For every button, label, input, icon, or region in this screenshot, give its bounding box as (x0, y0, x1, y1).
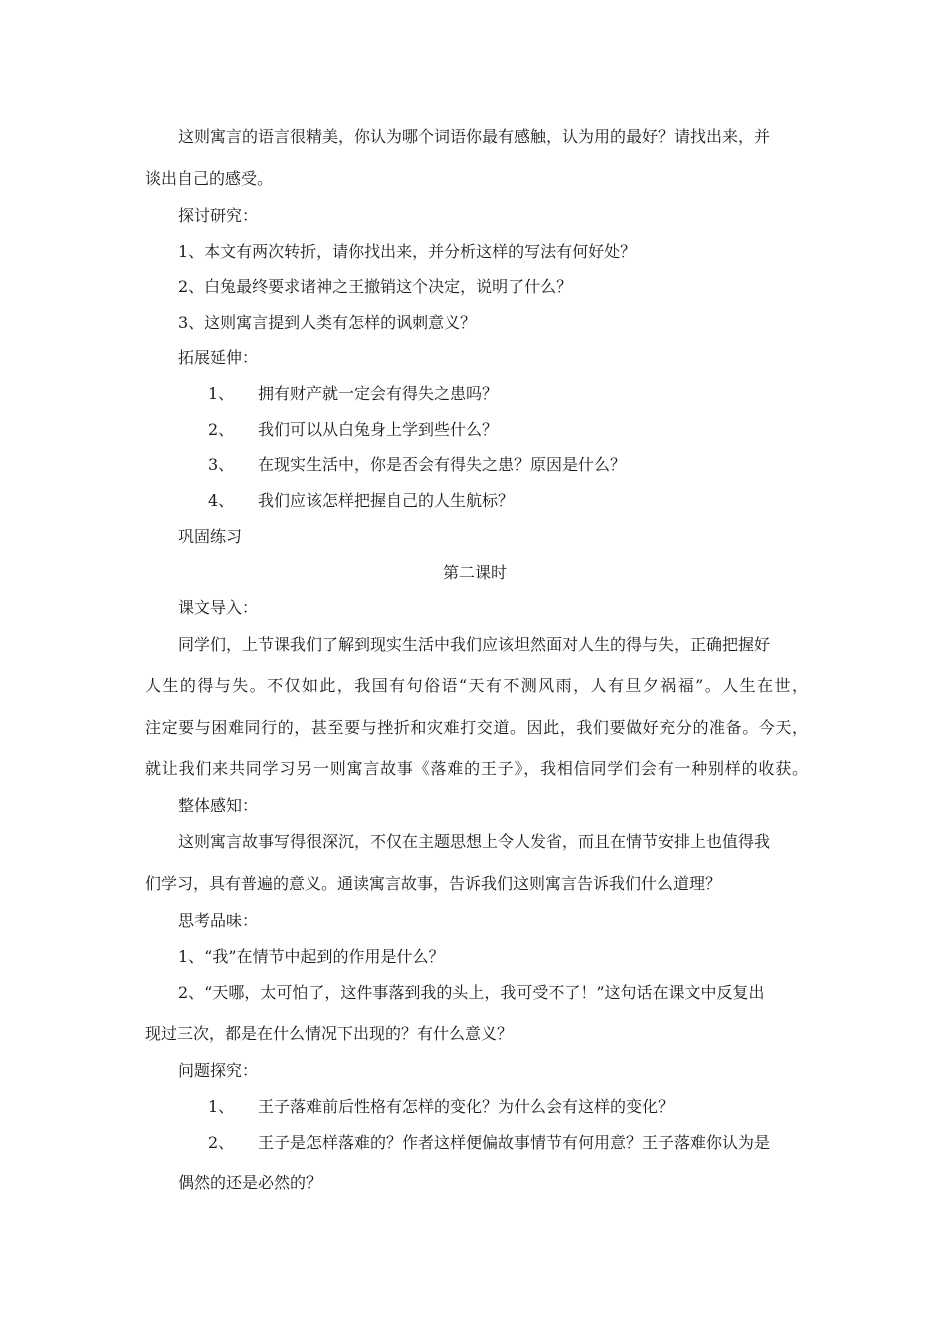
list-item: 1、本文有两次转折，请你找出来，并分析这样的写法有何好处？ (178, 242, 637, 261)
paragraph-line: 这则寓言故事写得很深沉，不仅在主题思想上令人发省，而且在情节安排上也值得我 (178, 832, 771, 851)
paragraph-line: 现过三次，都是在什么情况下出现的？有什么意义？ (145, 1024, 514, 1043)
list-item: 在现实生活中，你是否会有得失之患？原因是什么？ (258, 455, 627, 474)
list-item-number: 1、 (208, 384, 235, 403)
list-item: 3、这则寓言提到人类有怎样的讽刺意义？ (178, 313, 477, 332)
list-item-number: 3、 (208, 455, 235, 474)
section-heading: 拓展延伸： (178, 348, 259, 367)
paragraph-line: 这则寓言的语言很精美，你认为哪个词语你最有感触，认为用的最好？请找出来，并 (178, 127, 771, 146)
list-item: 1、“我”在情节中起到的作用是什么？ (178, 947, 445, 966)
list-item: 我们应该怎样把握自己的人生航标？ (258, 491, 515, 510)
paragraph-line: 就让我们来共同学习另一则寓言故事《落难的王子》，我相信同学们会有一种别样的收获。 (145, 759, 808, 778)
section-heading: 巩固练习 (178, 527, 243, 546)
section-heading: 问题探究： (178, 1061, 259, 1080)
list-item: 我们可以从白兔身上学到些什么？ (258, 420, 499, 439)
lesson-title: 第二课时 (442, 563, 507, 582)
paragraph-line: 同学们，上节课我们了解到现实生活中我们应该坦然面对人生的得与失，正确把握好 (178, 635, 771, 654)
list-item: 2、白兔最终要求诸神之王撤销这个决定，说明了什么？ (178, 277, 573, 296)
list-item: 王子落难前后性格有怎样的变化？为什么会有这样的变化？ (258, 1097, 675, 1116)
list-item-number: 2、 (208, 1133, 235, 1152)
paragraph-line: 人生的得与失。不仅如此，我国有句俗语“天有不测风雨，人有旦夕祸福”。人生在世， (145, 676, 808, 695)
list-item-number: 2、 (208, 420, 235, 439)
paragraph-line: 谈出自己的感受。 (145, 169, 274, 188)
list-item: 王子是怎样落难的？作者这样便偏故事情节有何用意？王子落难你认为是 (258, 1133, 771, 1152)
section-heading: 探讨研究： (178, 206, 259, 225)
section-heading: 课文导入： (178, 598, 259, 617)
section-heading: 思考品味： (178, 911, 259, 930)
paragraph-line: 们学习，具有普遍的意义。通读寓言故事，告诉我们这则寓言告诉我们什么道理？ (145, 874, 722, 893)
section-heading: 整体感知： (178, 796, 259, 815)
paragraph-line: 偶然的还是必然的？ (178, 1173, 323, 1192)
list-item-number: 1、 (208, 1097, 235, 1116)
paragraph-line: 注定要与困难同行的，甚至要与挫折和灾难打交道。因此，我们要做好充分的准备。今天， (145, 718, 808, 737)
list-item-number: 4、 (208, 491, 235, 510)
list-item: 2、“天哪，太可怕了，这件事落到我的头上，我可受不了！”这句话在课文中反复出 (178, 983, 765, 1002)
list-item: 拥有财产就一定会有得失之患吗？ (258, 384, 499, 403)
